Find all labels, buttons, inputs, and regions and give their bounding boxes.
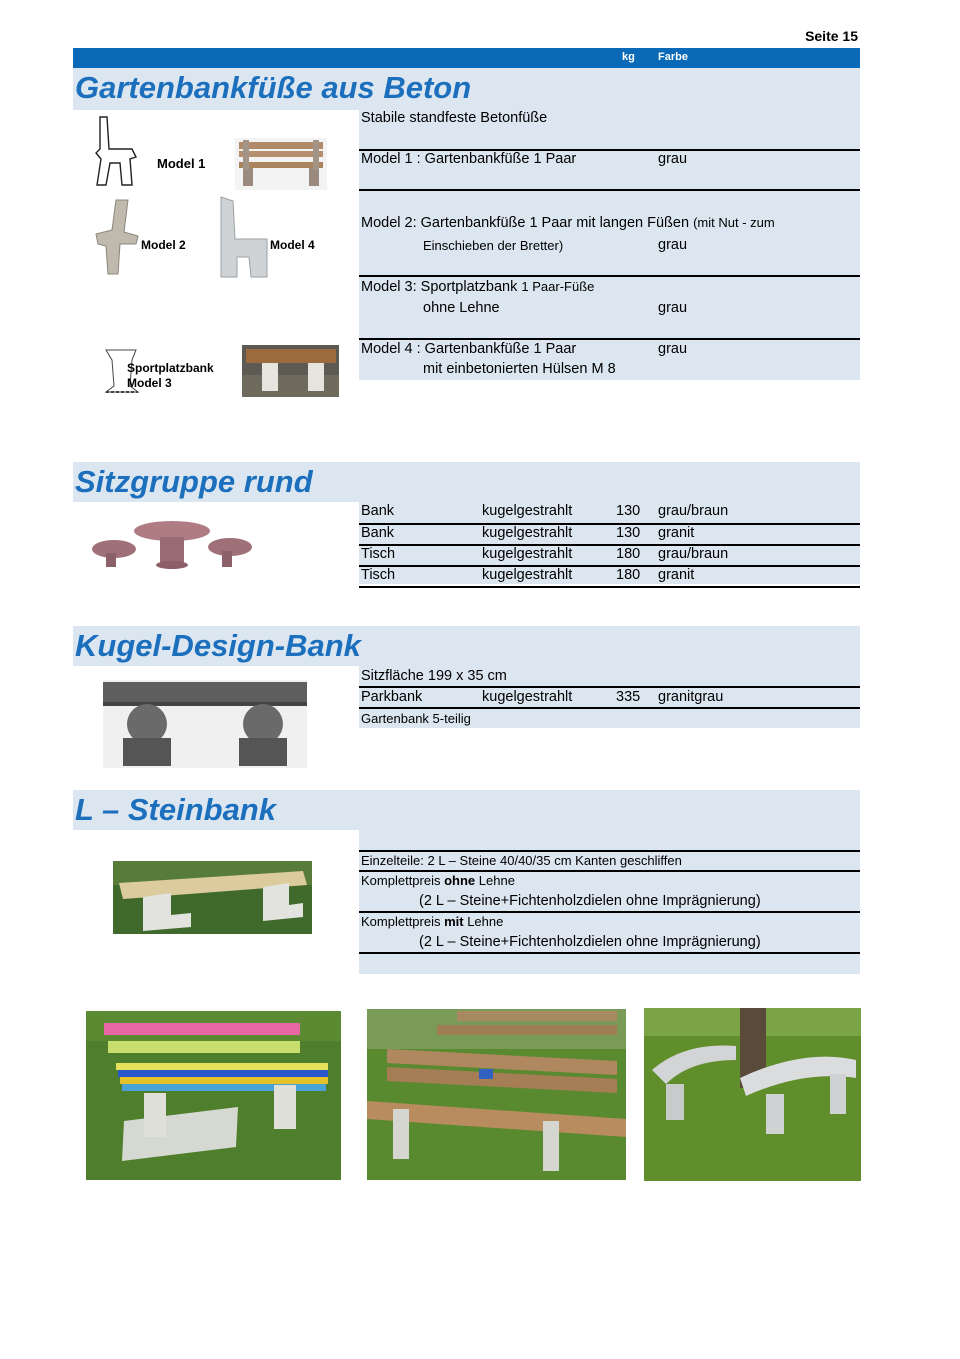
divider	[359, 952, 860, 954]
divider	[359, 911, 860, 913]
model1-bench-photo	[235, 138, 327, 190]
section3-intro: Sitzfläche 199 x 35 cm	[361, 668, 507, 684]
komplett-ohne-detail: (2 L – Steine+Fichtenholzdielen ohne Imprägnierung)	[419, 893, 761, 909]
model3-desc-cont: ohne Lehne	[423, 300, 500, 316]
section4-title: L – Steinbank	[75, 792, 276, 827]
komplett-mit-post: Lehne	[463, 914, 504, 929]
komplett-mit-pre: Komplettpreis	[361, 914, 445, 929]
cell-name: Tisch	[361, 546, 396, 562]
model4-color: grau	[658, 341, 688, 357]
section1-title: Gartenbankfüße aus Beton	[75, 70, 472, 105]
parkbank-name: Parkbank	[361, 689, 423, 705]
divider	[359, 189, 860, 191]
section3-note: Gartenbank 5-teilig	[361, 711, 471, 726]
model3-desc-note: 1 Paar-Füße	[521, 279, 595, 294]
einzelteile-text: Einzelteile: 2 L – Steine 40/40/35 cm Kanten geschliffen	[361, 853, 682, 868]
model1-foot-sketch	[92, 113, 144, 189]
cell-name: Bank	[361, 503, 395, 519]
cell-color: grau/braun	[658, 546, 729, 562]
model4-foot-photo	[215, 195, 270, 280]
table-row	[359, 546, 860, 565]
cell-finish: kugelgestrahlt	[482, 525, 573, 541]
komplett-mit-bold: mit	[444, 914, 464, 929]
table-row	[359, 525, 860, 544]
cell-finish: kugelgestrahlt	[482, 546, 573, 562]
komplett-ohne-lehne	[361, 873, 515, 888]
model2-foot-photo	[92, 196, 142, 278]
model4-desc-cont: mit einbetonierten Hülsen M 8	[423, 361, 616, 377]
divider	[359, 686, 860, 688]
l-steinbank-photo	[113, 861, 312, 934]
model4-desc: Model 4 : Gartenbankfüße 1 Paar	[361, 341, 577, 357]
divider	[359, 275, 860, 277]
cell-color: granit	[658, 567, 695, 583]
round-stone-bench-photo	[644, 1008, 861, 1181]
model3-color: grau	[658, 300, 688, 316]
divider	[359, 338, 860, 340]
cell-kg: 180	[616, 546, 641, 562]
divider	[359, 850, 860, 852]
model1-label: Model 1	[157, 156, 206, 171]
cell-name: Bank	[361, 525, 395, 541]
model3-desc	[361, 279, 594, 295]
parkbank-finish: kugelgestrahlt	[482, 689, 573, 705]
divider	[359, 870, 860, 872]
model2-label: Model 2	[141, 238, 186, 252]
model2-desc-note: (mit Nut - zum	[693, 215, 775, 230]
sitzgruppe-photo	[88, 515, 254, 573]
section2-title: Sitzgruppe rund	[75, 464, 313, 499]
kugel-bank-photo	[103, 680, 307, 768]
header-bar	[73, 48, 860, 68]
cell-kg: 130	[616, 503, 641, 519]
column-header-farbe: Farbe	[658, 51, 688, 63]
table-row	[359, 567, 860, 586]
colored-bench-photo	[86, 1011, 341, 1180]
section2-table	[359, 503, 860, 588]
komplett-mit-lehne	[361, 914, 503, 929]
divider	[359, 586, 860, 588]
column-header-kg: kg	[622, 51, 635, 63]
komplett-mit-detail: (2 L – Steine+Fichtenholzdielen ohne Imprägnierung)	[419, 934, 761, 950]
model4-label: Model 4	[270, 238, 315, 252]
komplett-ohne-bold: ohne	[444, 873, 476, 888]
sportplatzbank-label: Sportplatzbank	[127, 361, 214, 375]
model2-desc-main: Model 2: Gartenbankfüße 1 Paar mit langen Füßen	[361, 215, 690, 231]
cell-finish: kugelgestrahlt	[482, 567, 573, 583]
model2-desc-cont: Einschieben der Bretter)	[423, 238, 564, 253]
cell-kg: 180	[616, 567, 641, 583]
model1-color: grau	[658, 151, 688, 167]
model3-desc-main: Model 3: Sportplatzbank	[361, 279, 518, 295]
sportplatzbank-photo	[242, 345, 339, 397]
parkbank-color: granitgrau	[658, 689, 724, 705]
cell-name: Tisch	[361, 567, 396, 583]
cell-finish: kugelgestrahlt	[482, 503, 573, 519]
komplett-ohne-post: Lehne	[475, 873, 515, 888]
page-number: Seite 15	[805, 28, 858, 44]
sportplatzbank-labels	[127, 361, 214, 391]
cell-color: granit	[658, 525, 695, 541]
section1-intro: Stabile standfeste Betonfüße	[361, 110, 548, 126]
cell-kg: 130	[616, 525, 641, 541]
komplett-ohne-pre: Komplettpreis	[361, 873, 445, 888]
model2-color: grau	[658, 237, 688, 253]
model3-label: Model 3	[127, 376, 172, 390]
table-row	[359, 503, 860, 523]
model2-desc	[361, 215, 775, 231]
divider	[359, 707, 860, 709]
model1-desc: Model 1 : Gartenbankfüße 1 Paar	[361, 151, 577, 167]
section3-title: Kugel-Design-Bank	[75, 628, 361, 663]
parkbank-kg: 335	[616, 689, 641, 705]
cell-color: grau/braun	[658, 503, 729, 519]
wooden-benches-photo	[367, 1009, 626, 1180]
